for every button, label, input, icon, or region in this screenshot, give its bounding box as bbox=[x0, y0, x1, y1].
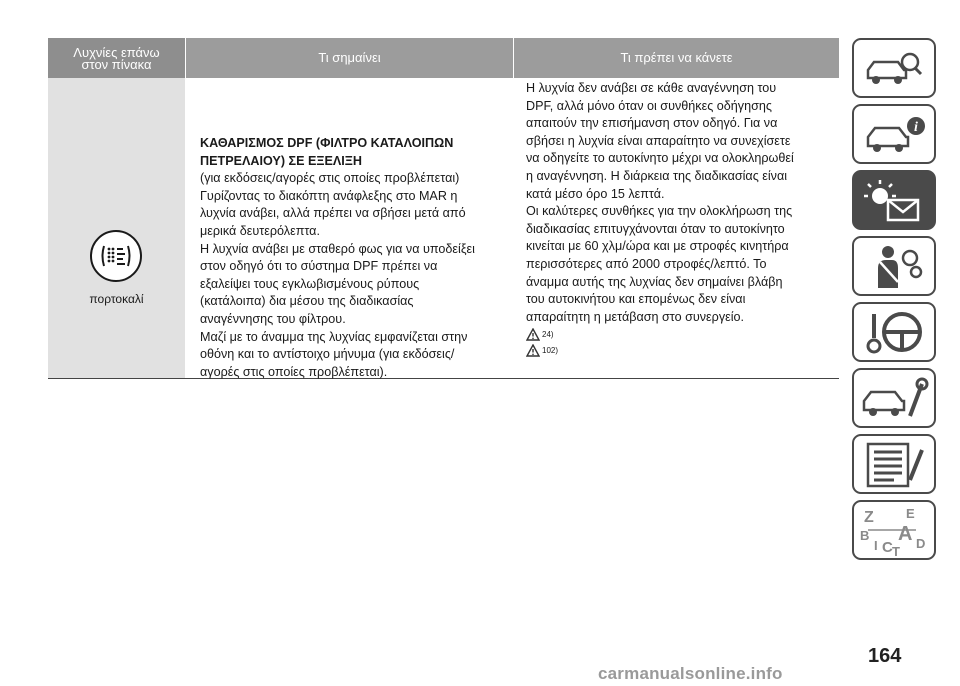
svg-text:Z: Z bbox=[864, 509, 874, 526]
warning-ref-1[interactable] bbox=[526, 326, 829, 342]
header-meaning-label: Τι σημαίνει bbox=[318, 50, 381, 65]
warning-triangle-icon bbox=[526, 344, 540, 357]
warning-ref-2[interactable] bbox=[526, 342, 829, 358]
watermark: carmanualsonline.info bbox=[598, 664, 783, 683]
warning-light-message-icon bbox=[854, 172, 934, 228]
dpf-warning-icon bbox=[88, 228, 144, 284]
svg-text:I: I bbox=[874, 538, 878, 553]
alphabetical-index-icon bbox=[854, 502, 934, 558]
svg-text:i: i bbox=[914, 120, 918, 135]
car-info-icon bbox=[854, 106, 934, 162]
svg-text:C: C bbox=[882, 539, 893, 556]
warning-triangle-icon bbox=[526, 328, 540, 341]
svg-text:T: T bbox=[892, 544, 900, 558]
header-lamps bbox=[48, 38, 185, 78]
svg-text:A: A bbox=[898, 523, 913, 545]
svg-text:B: B bbox=[860, 528, 870, 543]
car-wrench-icon bbox=[854, 370, 934, 426]
warning-ref-label: 24) bbox=[542, 329, 554, 339]
meaning-text: (για εκδόσεις/αγορές στις οποίες προβλέπεται) Γυρίζοντας το διακόπτη ανάφλεξης στο MAR η λυχνία ανάβει, αλλά πρέπει να σβήσει μετά από μερικά δευτερόλεπτα. Η λυχνία ανάβει με σταθερό φως για να υποδείξει στον οδηγό ότι το σύστημα DPF πρέπει να εξαλείψει τους εγκλωβισμένους ρύπους (κατάλοιπα) δια μέσου της διαδικασίας αναγέννησης του φίλτρου. Μαζί με το άναμμα της λυχνίας εμφανίζεται στην οθόνη και το αντίστοιχο μήνυμα (για εκδόσεις/ αγορές στις οποίες προβλέπεται). bbox=[200, 171, 475, 379]
tab-car-overview[interactable] bbox=[852, 38, 936, 98]
header-meaning bbox=[185, 38, 513, 78]
table-row bbox=[48, 78, 839, 379]
header-action bbox=[513, 38, 839, 78]
warning-lights-table bbox=[48, 38, 839, 379]
page-number: 164 bbox=[868, 645, 902, 667]
action-text: Η λυχνία δεν ανάβει σε κάθε αναγέννηση του DPF, αλλά μόνο όταν οι συνθήκες οδήγησης απαιτούν την επισήμανση στον οδηγό. Για να σβήσει η λυχνία είναι απαραίτητο να συνεχίσετε να οδηγείτε το αυτοκίνητο μέχρι να ολοκληρωθεί η αναγέννηση. Η διάρκεια της διαδικασίας είναι κατά μέσο όρο 15 λεπτά. Οι καλύτερες συνθήκες για την ολοκλήρωση της διαδικασίας επιτυγχάνονται όταν το αυτοκίνητο κινείται με 60 χλμ/ώρα και με στροφές κινητήρα περισσότερες από 2000 στροφές/λεπτό. Το άναμμα αυτής της λυχνίας δεν σημαίνει βλάβη του αυτοκινήτου και επομένως δεν είναι απαραίτητη η μετάβαση στο συνεργείο. bbox=[526, 81, 794, 324]
meaning-cell bbox=[185, 78, 512, 378]
steering-wheel-key-icon bbox=[854, 304, 934, 360]
meaning-title: ΚΑΘΑΡΙΣΜΟΣ DPF (ΦΙΛΤΡΟ ΚΑΤΑΛΟΙΠΩΝ ΠΕΤΡΕΛΑΙΟΥ) ΣΕ ΕΞΕΛΙΞΗ bbox=[200, 136, 454, 168]
seatbelt-airbag-icon bbox=[854, 238, 934, 294]
tab-index[interactable] bbox=[852, 500, 936, 560]
table-header bbox=[48, 38, 839, 78]
lamp-cell bbox=[48, 78, 185, 378]
lamp-color-label: πορτοκαλί bbox=[89, 292, 144, 306]
action-cell bbox=[512, 78, 839, 378]
warning-ref-label: 102) bbox=[542, 345, 559, 355]
header-lamps-label: Λυχνίες επάνω στον πίνακα bbox=[73, 45, 160, 72]
tab-starting-driving[interactable] bbox=[852, 302, 936, 362]
technical-data-list-icon bbox=[854, 436, 934, 492]
svg-text:D: D bbox=[916, 536, 926, 551]
svg-text:E: E bbox=[906, 506, 915, 521]
tab-emergency[interactable] bbox=[852, 368, 936, 428]
tab-warning-lights[interactable] bbox=[852, 170, 936, 230]
header-action-label: Τι πρέπει να κάνετε bbox=[620, 50, 733, 65]
car-search-icon bbox=[854, 40, 934, 96]
tab-safety[interactable] bbox=[852, 236, 936, 296]
tab-technical-data[interactable] bbox=[852, 434, 936, 494]
tab-car-info[interactable] bbox=[852, 104, 936, 164]
